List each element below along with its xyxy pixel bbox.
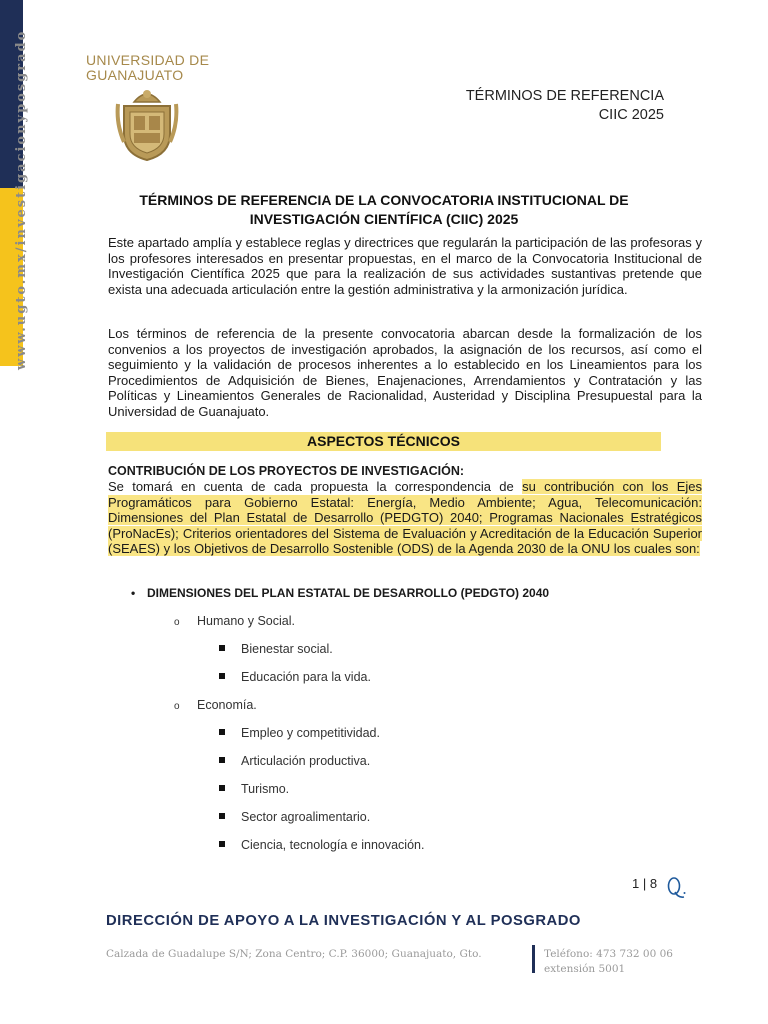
- list-item-label: Educación para la vida.: [241, 670, 371, 684]
- square-bullet-icon: [219, 841, 225, 847]
- contribution-paragraph: [108, 479, 702, 557]
- contribution-text: Se tomará en cuenta de cada propuesta la correspondencia de: [108, 479, 523, 494]
- list-group-label: Economía.: [197, 698, 257, 712]
- document-title-line2: INVESTIGACIÓN CIENTÍFICA (CIIC) 2025: [249, 211, 519, 227]
- square-bullet-icon: [219, 729, 225, 735]
- list-group: [174, 696, 257, 716]
- bullet-dot-icon: •: [131, 586, 136, 600]
- university-name-line2: GUANAJUATO: [86, 67, 184, 83]
- footer-divider: [532, 945, 535, 973]
- list-item-label: Turismo.: [241, 782, 290, 796]
- list-item: [219, 808, 370, 826]
- list-item: [219, 836, 424, 854]
- university-name-line1: UNIVERSIDAD DE: [86, 52, 210, 68]
- list-item-label: Bienestar social.: [241, 642, 333, 656]
- page-number: 1 | 8: [632, 876, 658, 891]
- circle-bullet-icon: o: [174, 617, 180, 628]
- list-item-label: Ciencia, tecnología e innovación.: [241, 838, 425, 852]
- list-item-label: Empleo y competitividad.: [241, 726, 380, 740]
- scope-paragraph: Los términos de referencia de la presente convocatoria abarcan desde la formalización de los convenios a los proyectos de investigación aprobados, la asignación de los recursos, así como el seguimiento y la validación de procesos inherentes a lo establecido en los Lineamientos para los Procedimientos de Adquisición de Bienes, Enajenaciones, Arrendamientos y Contratación y las Políticas y Lineamientos Generales de Racionalidad, Austeridad y Disciplina Presupuestal para la Universidad de Guanajuato.: [108, 326, 702, 419]
- subsection-heading: CONTRIBUCIÓN DE LOS PROYECTOS DE INVESTIGACIÓN:: [108, 464, 465, 478]
- list-item: [219, 752, 370, 770]
- header-reference-subtitle: CIIC 2025: [598, 107, 664, 123]
- list-item: [219, 780, 289, 798]
- list-item-label: Articulación productiva.: [241, 754, 371, 768]
- circle-bullet-icon: o: [174, 701, 180, 712]
- list-group: [174, 612, 295, 632]
- square-bullet-icon: [219, 785, 225, 791]
- list-bullet-text: DIMENSIONES DEL PLAN ESTATAL DE DESARROLLO (PEDGTO) 2040: [147, 586, 550, 600]
- footer-address: Calzada de Guadalupe S/N; Zona Centro; C.P. 36000; Guanajuato, Gto.: [106, 948, 482, 960]
- list-item: [219, 668, 371, 686]
- square-bullet-icon: [219, 673, 225, 679]
- document-title: [108, 191, 660, 229]
- university-name: [86, 53, 209, 83]
- q-logo-icon: [666, 876, 686, 902]
- list-bullet: [131, 584, 549, 602]
- section-heading: ASPECTOS TÉCNICOS: [106, 432, 661, 451]
- header-reference: [466, 87, 664, 125]
- header-reference-title: TÉRMINOS DE REFERENCIA: [465, 88, 664, 104]
- footer-extension: extensión 5001: [544, 963, 626, 975]
- contribution-highlight: su contribución con los Ejes Programáticos para Gobierno Estatal: Energía, Medio Ambiente; Agua, Telecomunicación: Dimensiones del Plan Estatal de Desarrollo (PEDGTO) 2040; Programas Nacionales Estratégicos (ProNacEs); Criterios orientadores del Sistema de Evaluación y Acreditación de la Educación Superior (SEAES) y los Objetivos de Desarrollo Sostenible (ODS) de la Agenda 2030 de la ONU los cuales son:: [108, 479, 702, 557]
- list-item: [219, 724, 380, 742]
- list-item: [219, 640, 333, 658]
- list-item-label: Sector agroalimentario.: [241, 810, 371, 824]
- footer-phone: Teléfono: 473 732 00 06: [544, 948, 673, 960]
- footer-department: DIRECCIÓN DE APOYO A LA INVESTIGACIÓN Y AL POSGRADO: [106, 913, 581, 929]
- square-bullet-icon: [219, 813, 225, 819]
- footer-contact: [544, 947, 673, 977]
- document-title-line1: TÉRMINOS DE REFERENCIA DE LA CONVOCATORIA INSTITUCIONAL DE: [139, 192, 629, 208]
- square-bullet-icon: [219, 645, 225, 651]
- list-group-label: Humano y Social.: [197, 614, 295, 628]
- sidebar-url: www.ugto.mx/investigacionyposgrado: [14, 29, 29, 370]
- square-bullet-icon: [219, 757, 225, 763]
- intro-paragraph: Este apartado amplía y establece reglas y directrices que regularán la participación de las profesoras y los profesores interesados en presentar propuestas, en el marco de la Convocatoria Institucional de Investigación Científica 2025 que para la realización de sus actividades sustantivas pretende que exista una adecuada articulación entre la gestión administrativa y la armonización jurídica.: [108, 235, 702, 297]
- university-shield-logo: [114, 84, 180, 162]
